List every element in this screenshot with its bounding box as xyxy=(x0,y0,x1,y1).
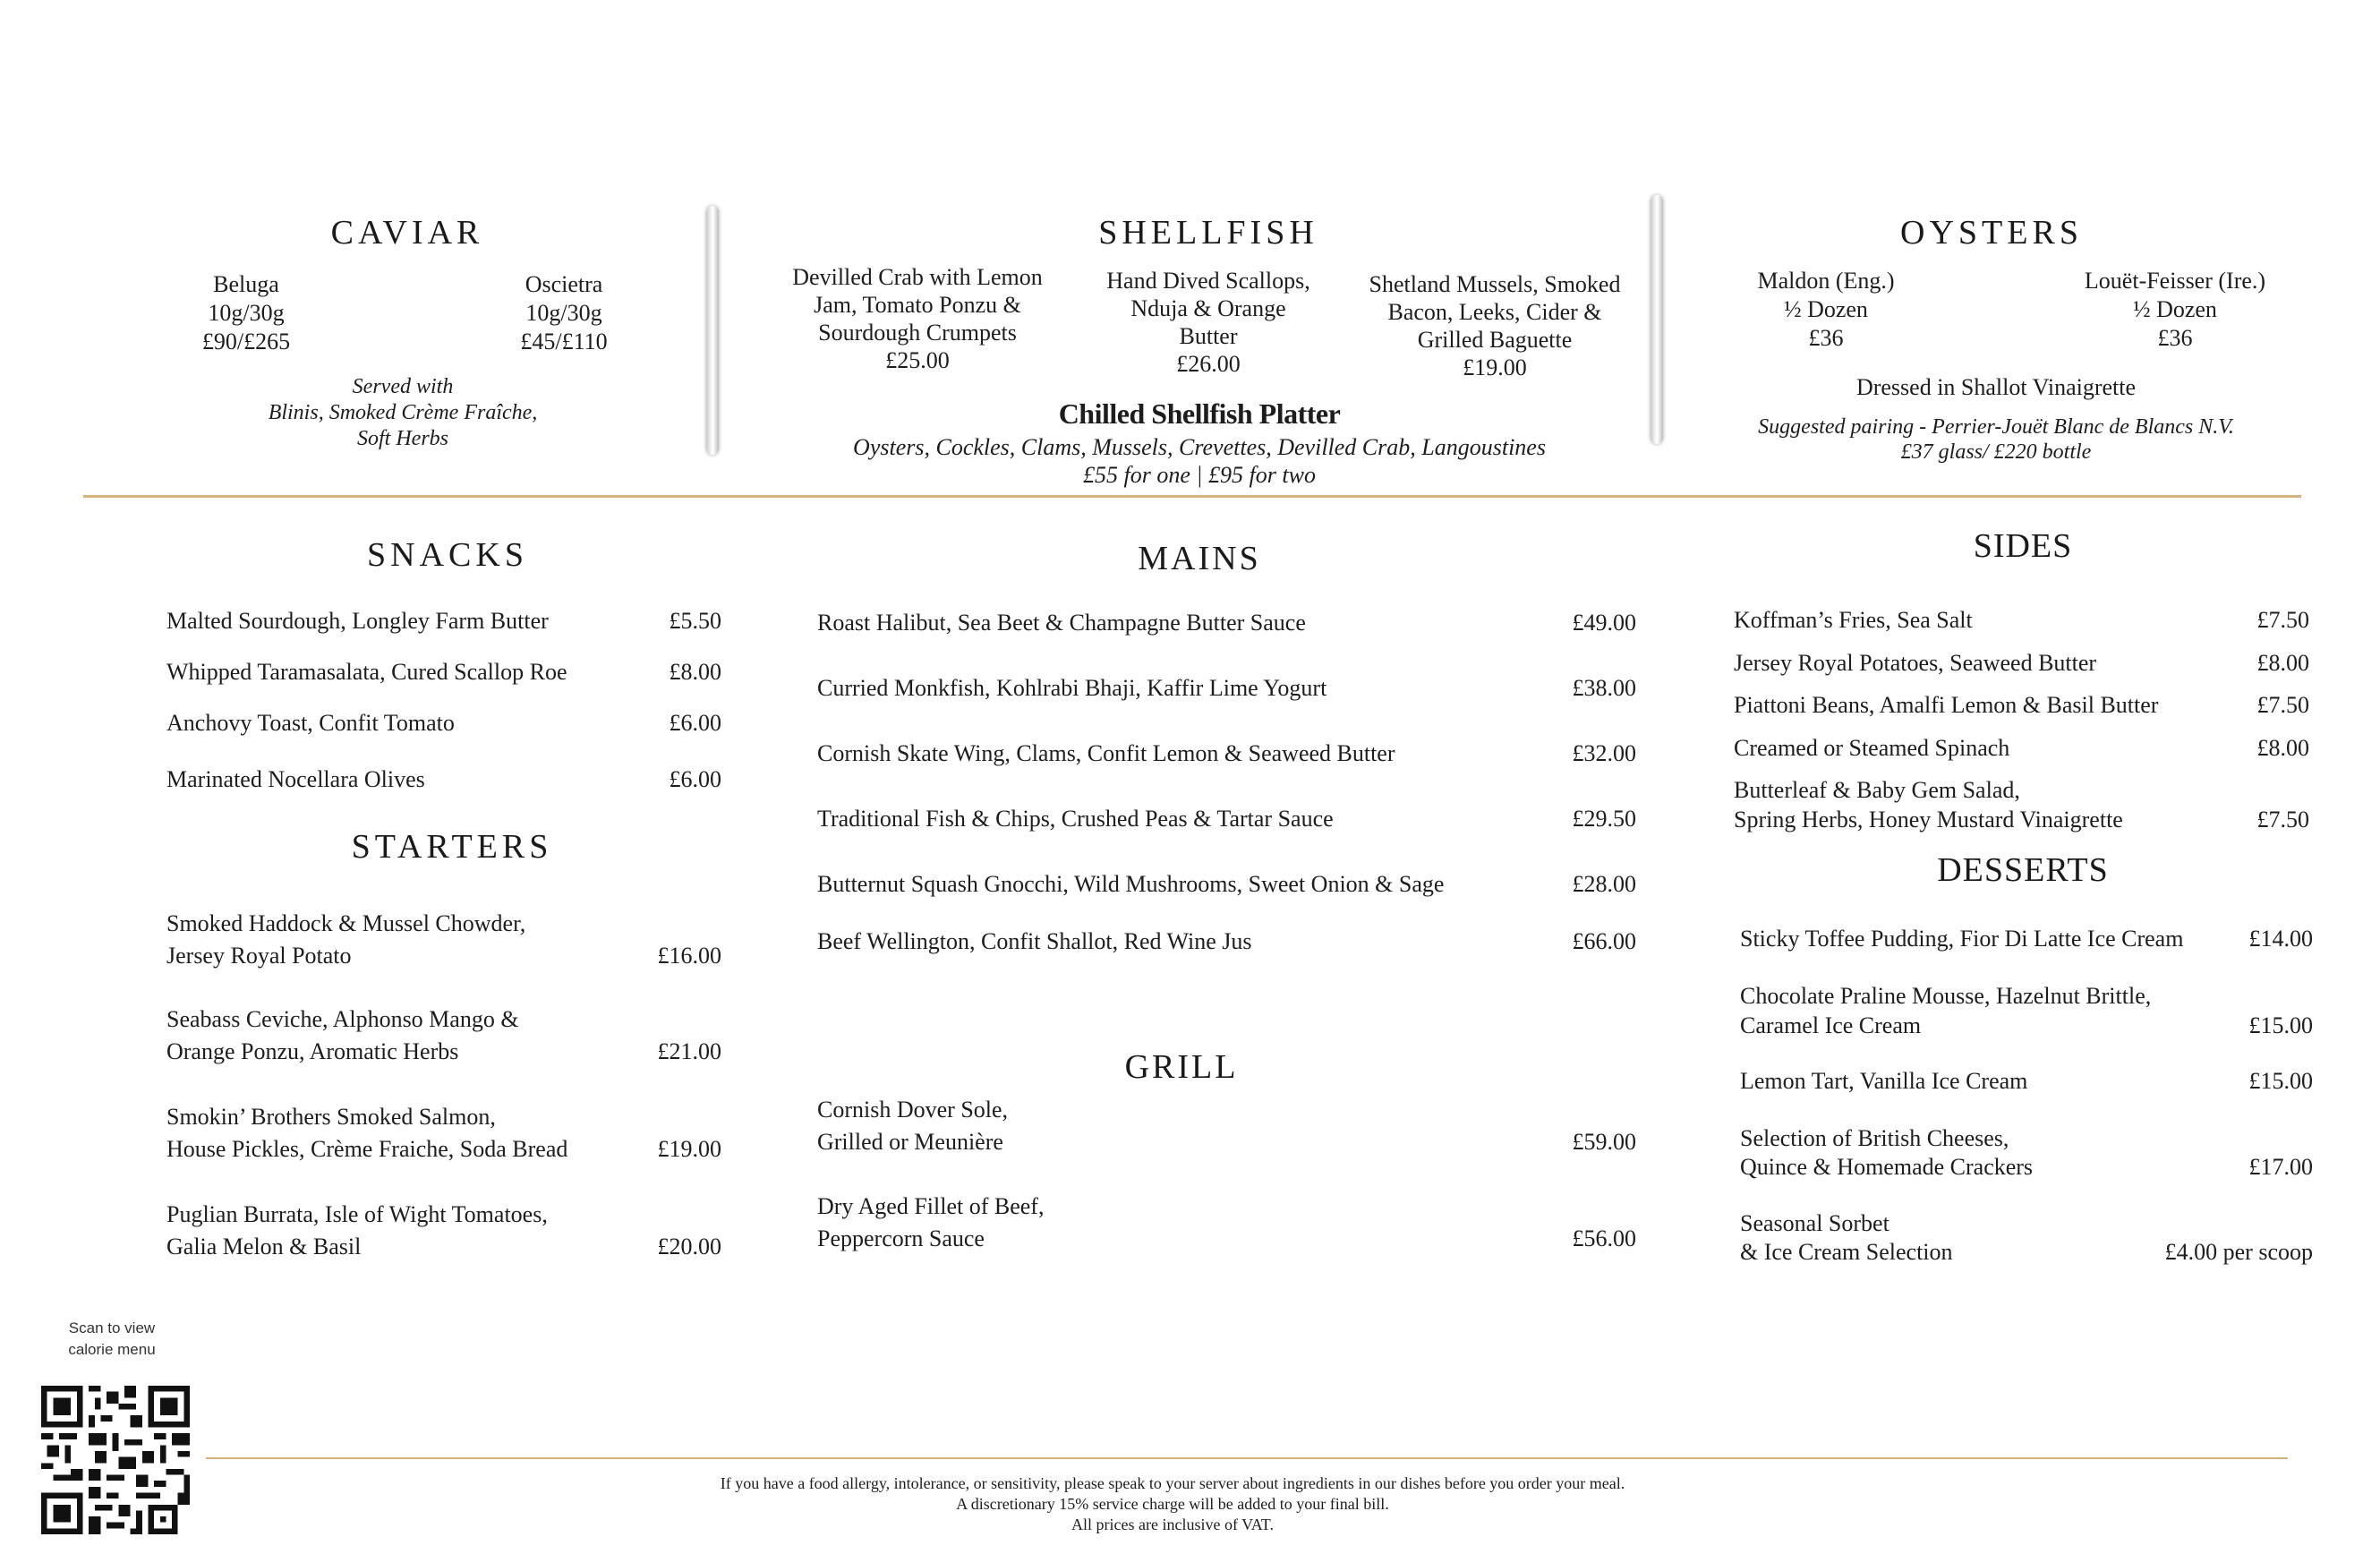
shellfish-item-scallops xyxy=(1079,267,1338,378)
desserts-item-line1: Sticky Toffee Pudding, Fior Di Latte Ice Cream xyxy=(1740,926,2184,952)
shellfish-item-crab xyxy=(770,263,1065,374)
caviar-served-line: Blinis, Smoked Crème Fraîche, xyxy=(268,401,538,424)
footer-notes xyxy=(501,1473,1844,1535)
desserts-item-price: £17.00 xyxy=(2248,1154,2313,1180)
desserts-item-line1: Chocolate Praline Mousse, Hazelnut Brittle, xyxy=(1740,983,2152,1009)
mains-item-name: Beef Wellington, Confit Shallot, Red Wine Jus xyxy=(817,928,1252,954)
qr-code-icon[interactable] xyxy=(41,1386,190,1534)
mains-item-name: Roast Halibut, Sea Beet & Champagne Butter Sauce xyxy=(817,610,1306,636)
footer-service-note: A discretionary 15% service charge will be added to your final bill. xyxy=(956,1495,1389,1513)
starters-row xyxy=(166,1003,721,1068)
caviar-heading: CAVIAR xyxy=(330,214,484,252)
grill-item-line1: Cornish Dover Sole, xyxy=(817,1097,1009,1123)
caviar-beluga xyxy=(152,270,340,356)
snacks-heading: SNACKS xyxy=(367,536,528,574)
starters-item-price: £16.00 xyxy=(657,943,721,969)
snacks-item-name: Whipped Taramasalata, Cured Scallop Roe xyxy=(166,659,567,685)
mains-item-price: £66.00 xyxy=(1572,928,1636,954)
shellfish-item-line: Grilled Baguette xyxy=(1417,327,1573,353)
snacks-item-price: £6.00 xyxy=(669,710,721,736)
divider-pillar-right xyxy=(1651,195,1663,444)
footer-allergy-note: If you have a food allergy, intolerance, or sensitivity, please speak to your server about ingredients in our dishes before you order your meal. xyxy=(720,1474,1625,1492)
sides-item-price: £7.50 xyxy=(2256,692,2309,718)
caviar-served-line: Served with xyxy=(352,375,454,398)
snacks-item-price: £8.00 xyxy=(669,659,721,685)
platter-title: Chilled Shellfish Platter xyxy=(1058,397,1341,430)
mains-row xyxy=(817,803,1636,835)
starters-item-line2: House Pickles, Crème Fraiche, Soda Bread xyxy=(166,1136,568,1162)
caviar-served-with xyxy=(188,374,618,452)
starters-row xyxy=(166,908,721,972)
footer-divider xyxy=(206,1457,2288,1459)
snacks-item-name: Anchovy Toast, Confit Tomato xyxy=(166,710,455,736)
sides-item-price: £7.50 xyxy=(2256,607,2309,633)
desserts-item-line1: Selection of British Cheeses, xyxy=(1740,1125,2009,1151)
desserts-heading: DESSERTS xyxy=(1937,851,2109,889)
caviar-oscietra xyxy=(470,270,658,356)
qr-caption-line: Scan to view xyxy=(68,1319,156,1336)
grill-heading: GRILL xyxy=(1124,1048,1239,1086)
mains-item-price: £28.00 xyxy=(1572,871,1636,897)
mains-row xyxy=(817,926,1636,958)
desserts-item-price: £15.00 xyxy=(2248,1012,2313,1038)
sides-item-price: £7.50 xyxy=(2256,807,2309,832)
shellfish-item-line: Sourdough Crumpets xyxy=(818,320,1017,346)
caviar-item-price: £45/£110 xyxy=(520,329,608,354)
sides-row xyxy=(1734,775,2309,834)
desserts-item-line1: Lemon Tart, Vanilla Ice Cream xyxy=(1740,1068,2028,1094)
platter-description: Oysters, Cockles, Clams, Mussels, Crevettes, Devilled Crab, Langoustines xyxy=(853,434,1546,460)
desserts-item-price: £14.00 xyxy=(2248,926,2313,952)
snacks-item-name: Malted Sourdough, Longley Farm Butter xyxy=(166,608,549,634)
oysters-item-qty: ½ Dozen xyxy=(1784,296,1868,322)
sides-salad-line2: Spring Herbs, Honey Mustard Vinaigrette xyxy=(1734,807,2123,832)
oysters-item-qty: ½ Dozen xyxy=(2133,296,2217,322)
grill-row xyxy=(817,1094,1636,1158)
shellfish-item-mussels xyxy=(1347,270,1642,381)
shellfish-heading: SHELLFISH xyxy=(1098,214,1318,252)
shellfish-item-price: £26.00 xyxy=(1176,351,1241,377)
desserts-item-line2: & Ice Cream Selection xyxy=(1740,1239,1953,1265)
shellfish-item-line: Hand Dived Scallops, xyxy=(1106,268,1310,294)
starters-heading: STARTERS xyxy=(351,828,553,866)
mains-item-price: £38.00 xyxy=(1572,675,1636,701)
snacks-row xyxy=(166,707,721,739)
mains-row xyxy=(817,738,1636,770)
starters-row xyxy=(166,1101,721,1166)
caviar-item-size: 10g/30g xyxy=(525,300,602,326)
starters-item-price: £21.00 xyxy=(657,1038,721,1064)
mains-heading: MAINS xyxy=(1138,540,1261,577)
snacks-row xyxy=(166,656,721,688)
desserts-row xyxy=(1740,981,2313,1040)
mains-item-name: Cornish Skate Wing, Clams, Confit Lemon & Seaweed Butter xyxy=(817,740,1395,766)
sides-item-name: Creamed or Steamed Spinach xyxy=(1734,735,2010,761)
shellfish-item-price: £19.00 xyxy=(1463,354,1527,380)
grill-item-line2: Grilled or Meunière xyxy=(817,1129,1003,1155)
starters-item-line2: Orange Ponzu, Aromatic Herbs xyxy=(166,1038,459,1064)
oysters-pairing: Suggested pairing - Perrier-Jouët Blanc de Blancs N.V. xyxy=(1758,415,2234,439)
desserts-item-price: £15.00 xyxy=(2248,1068,2313,1094)
desserts-row xyxy=(1740,1124,2313,1182)
shellfish-item-line: Shetland Mussels, Smoked xyxy=(1369,271,1621,297)
mains-item-price: £32.00 xyxy=(1572,740,1636,766)
mains-item-price: £29.50 xyxy=(1572,806,1636,832)
grill-item-price: £56.00 xyxy=(1572,1225,1636,1251)
caviar-item-name: Oscietra xyxy=(525,271,603,297)
shellfish-item-price: £25.00 xyxy=(885,347,950,373)
sides-row xyxy=(1734,604,2309,636)
oysters-item-price: £36 xyxy=(2157,325,2193,351)
caviar-item-price: £90/£265 xyxy=(201,329,291,354)
snacks-row xyxy=(166,764,721,796)
snacks-item-name: Marinated Nocellara Olives xyxy=(166,766,425,792)
mains-item-name: Curried Monkfish, Kohlrabi Bhaji, Kaffir Lime Yogurt xyxy=(817,675,1327,701)
starters-item-line2: Galia Melon & Basil xyxy=(166,1234,362,1259)
grill-item-line1: Dry Aged Fillet of Beef, xyxy=(817,1193,1045,1219)
sides-heading: SIDES xyxy=(1973,527,2073,565)
oysters-item-name: Maldon (Eng.) xyxy=(1757,268,1895,294)
desserts-row xyxy=(1740,923,2313,955)
desserts-row xyxy=(1740,1209,2313,1267)
oysters-dressed: Dressed in Shallot Vinaigrette xyxy=(1855,374,2137,400)
qr-caption xyxy=(45,1318,179,1361)
oysters-item-name: Louët-Feisser (Ire.) xyxy=(2084,268,2266,294)
starters-item-line1: Puglian Burrata, Isle of Wight Tomatoes, xyxy=(166,1201,548,1227)
starters-item-line1: Smokin’ Brothers Smoked Salmon, xyxy=(166,1104,496,1130)
grill-row xyxy=(817,1191,1636,1255)
caviar-item-name: Beluga xyxy=(213,271,279,297)
starters-item-price: £20.00 xyxy=(657,1234,721,1259)
sides-row xyxy=(1734,732,2309,764)
shellfish-item-line: Butter xyxy=(1179,323,1238,349)
oysters-pairing-price: £37 glass/ £220 bottle xyxy=(1900,440,2092,464)
sides-item-name: Piattoni Beans, Amalfi Lemon & Basil Butter xyxy=(1734,692,2159,718)
starters-item-line2: Jersey Royal Potato xyxy=(166,943,352,969)
oysters-item-price: £36 xyxy=(1808,325,1844,351)
oysters-maldon xyxy=(1719,267,1933,353)
caviar-item-size: 10g/30g xyxy=(208,300,285,326)
snacks-item-price: £5.50 xyxy=(669,608,721,634)
platter-price: £55 for one | £95 for two xyxy=(1083,462,1316,488)
snacks-item-price: £6.00 xyxy=(669,766,721,792)
desserts-item-line1: Seasonal Sorbet xyxy=(1740,1210,1889,1236)
mains-row xyxy=(817,868,1636,901)
sides-item-price: £8.00 xyxy=(2256,735,2309,761)
mains-item-name: Butternut Squash Gnocchi, Wild Mushrooms, Sweet Onion & Sage xyxy=(817,871,1445,897)
mains-row xyxy=(817,672,1636,704)
sides-item-name: Jersey Royal Potatoes, Seaweed Butter xyxy=(1734,650,2097,676)
sides-item-price: £8.00 xyxy=(2256,650,2309,676)
footer-vat-note: All prices are inclusive of VAT. xyxy=(1071,1516,1274,1533)
snacks-row xyxy=(166,605,721,637)
qr-caption-line: calorie menu xyxy=(68,1341,156,1358)
grill-item-price: £59.00 xyxy=(1572,1129,1636,1155)
sides-row xyxy=(1734,647,2309,679)
starters-row xyxy=(166,1199,721,1263)
desserts-row xyxy=(1740,1065,2313,1097)
shellfish-item-line: Jam, Tomato Ponzu & xyxy=(814,292,1021,318)
starters-item-price: £19.00 xyxy=(657,1136,721,1162)
section-divider-top xyxy=(83,495,2301,498)
desserts-item-price: £4.00 per scoop xyxy=(2164,1239,2313,1265)
shellfish-item-line: Nduja & Orange xyxy=(1130,295,1286,321)
shellfish-item-line: Devilled Crab with Lemon xyxy=(792,264,1043,290)
divider-pillar-left xyxy=(706,206,719,455)
grill-item-line2: Peppercorn Sauce xyxy=(817,1225,985,1251)
mains-item-price: £49.00 xyxy=(1572,610,1636,636)
desserts-item-line2: Quince & Homemade Crackers xyxy=(1740,1154,2034,1180)
desserts-item-line2: Caramel Ice Cream xyxy=(1740,1012,1922,1038)
starters-item-line1: Smoked Haddock & Mussel Chowder, xyxy=(166,910,526,936)
sides-row xyxy=(1734,689,2309,722)
starters-item-line1: Seabass Ceviche, Alphonso Mango & xyxy=(166,1006,519,1032)
caviar-served-line: Soft Herbs xyxy=(357,427,448,450)
sides-item-name: Koffman’s Fries, Sea Salt xyxy=(1734,607,1973,633)
sides-salad-line1: Butterleaf & Baby Gem Salad, xyxy=(1734,777,2020,803)
mains-row xyxy=(817,607,1636,639)
oysters-louet-feisser xyxy=(2041,267,2309,353)
mains-item-name: Traditional Fish & Chips, Crushed Peas & Tartar Sauce xyxy=(817,806,1334,832)
oysters-heading: OYSTERS xyxy=(1900,214,2083,252)
shellfish-item-line: Bacon, Leeks, Cider & xyxy=(1387,299,1602,325)
